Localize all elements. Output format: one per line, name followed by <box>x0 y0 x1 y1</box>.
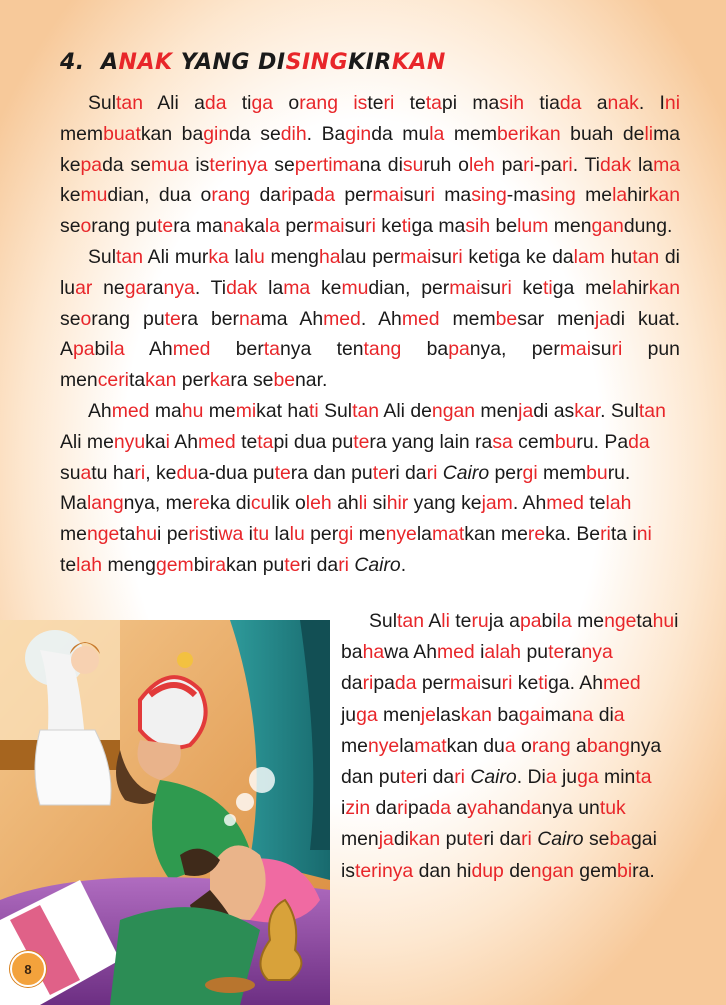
highlighted-syllable: ga <box>356 703 378 726</box>
highlighted-syllable: med <box>197 430 236 453</box>
highlighted-syllable: med <box>546 492 584 515</box>
highlighted-syllable: gem <box>155 553 194 576</box>
story-illustration <box>0 620 330 1005</box>
highlighted-syllable: ri <box>338 553 349 576</box>
highlighted-syllable: sing <box>471 184 507 207</box>
highlighted-syllable: yah <box>467 797 499 820</box>
title-segment: NAK <box>118 50 173 75</box>
highlighted-syllable: lah <box>76 553 103 576</box>
highlighted-syllable: da <box>628 430 650 453</box>
highlighted-syllable: med <box>172 338 211 361</box>
title-segment: YANG DI <box>172 50 286 75</box>
highlighted-syllable: ri <box>424 184 435 207</box>
highlighted-syllable: li <box>358 492 368 515</box>
highlighted-syllable: ma <box>283 276 311 299</box>
highlighted-syllable: dup <box>471 859 504 882</box>
highlighted-syllable: med <box>111 399 150 422</box>
highlighted-syllable: kan <box>460 703 492 726</box>
highlighted-syllable: jam <box>481 492 513 515</box>
highlighted-syllable: kan <box>529 122 561 145</box>
highlighted-syllable: ar <box>75 276 93 299</box>
highlighted-syllable: sa <box>492 430 513 453</box>
story-title <box>60 50 700 75</box>
highlighted-syllable: ri <box>365 215 376 238</box>
highlighted-syllable: med <box>436 641 475 664</box>
highlighted-syllable: ja <box>594 307 610 330</box>
highlighted-syllable: gin <box>203 122 230 145</box>
highlighted-syllable: nya <box>236 153 268 176</box>
highlighted-syllable: ri <box>397 797 408 820</box>
highlighted-syllable: te <box>157 215 174 238</box>
highlighted-syllable: da <box>313 184 336 207</box>
highlighted-syllable: sih <box>465 215 491 238</box>
story-paragraph: Sultan Ali teruja apabila mengetahui bahawa Ahmed ialah puteranya daripada permaisuri ketiga. Ahmed juga menjelaskan bagaimana dia menyelamatkan dua orang abangnya dan puteri dari Cairo. Dia juga minta izin daripada ayahandanya untuk menjadikan puteri dari Cairo sebagai isterinya dan hidup dengan gembira. <box>341 610 679 882</box>
highlighted-syllable: nge <box>604 610 637 632</box>
highlighted-syllable: gai <box>518 703 545 726</box>
story-title-text <box>101 50 446 75</box>
story-paragraph: Ahmed mahu memikat hati Sultan Ali dengan menjadi askar. Sultan Ali menyukai Ahmed tetapi dua putera yang lain rasa cemburu. Pada suatu hari, kedua-dua putera dan puteri dari Cairo pergi memburu. Malangnya, mereka diculik oleh ahli sihir yang kejam. Ahmed telah mengetahui peristiwa itu lalu pergi menyelamatkan mereka. Berita ini telah menggembirakan puteri dari Cairo. <box>60 399 666 576</box>
highlighted-syllable: re <box>527 523 546 546</box>
highlighted-syllable: ma <box>332 153 360 176</box>
highlighted-syllable: leh <box>305 492 332 515</box>
highlighted-syllable: tan <box>116 245 143 268</box>
highlighted-syllable: dak <box>226 276 258 299</box>
highlighted-syllable: mu <box>80 184 108 207</box>
highlighted-syllable: kan <box>145 369 177 392</box>
highlighted-syllable: perti <box>294 153 333 176</box>
italic-word: Cairo <box>470 766 517 789</box>
highlighted-syllable: re <box>192 492 210 515</box>
highlighted-syllable: la <box>612 184 628 207</box>
highlighted-syllable: na <box>222 215 245 238</box>
highlighted-syllable: o <box>80 215 92 238</box>
highlighted-syllable: rang <box>211 184 251 207</box>
highlighted-syllable: bu <box>554 430 577 453</box>
highlighted-syllable: nye <box>367 734 400 757</box>
highlighted-syllable: kar <box>574 399 601 422</box>
highlighted-syllable: med <box>603 672 641 695</box>
highlighted-syllable: ta <box>425 92 442 114</box>
highlighted-syllable: ngan <box>530 859 574 882</box>
highlighted-syllable: da <box>520 797 542 820</box>
highlighted-syllable: ngan <box>431 399 476 422</box>
highlighted-syllable: a <box>545 766 557 789</box>
highlighted-syllable: i <box>165 430 170 453</box>
highlighted-syllable: pa <box>80 153 103 176</box>
highlighted-syllable: mai <box>313 215 345 238</box>
highlighted-syllable: kan <box>408 828 441 851</box>
highlighted-syllable: nyu <box>113 430 146 453</box>
highlighted-syllable: gan <box>591 215 624 238</box>
title-segment: SING <box>285 50 349 75</box>
highlighted-syllable: ba <box>609 828 632 851</box>
highlighted-syllable: mat <box>414 734 447 757</box>
highlighted-syllable: mat <box>431 523 465 546</box>
highlighted-syllable: nya <box>163 276 195 299</box>
highlighted-syllable: gin <box>345 122 372 145</box>
highlighted-syllable: ri <box>501 672 513 695</box>
highlighted-syllable: te <box>353 430 370 453</box>
italic-word: Cairo <box>354 553 401 576</box>
highlighted-syllable: pa <box>519 610 542 632</box>
highlighted-syllable: a <box>80 461 92 484</box>
highlighted-syllable: o <box>80 307 92 330</box>
highlighted-syllable: beri <box>497 122 530 145</box>
highlighted-syllable: wa <box>218 523 244 546</box>
highlighted-syllable: teri <box>209 153 237 176</box>
highlighted-syllable: nya <box>381 859 414 882</box>
story-paragraph: Sultan Ali ada tiga orang isteri tetapi masih tiada anak. Ini membuatkan baginda sedih. Baginda mula memberikan buah delima kepada semua isterinya sepertimana disuruh oleh pari-pari. Tidak lama kemudian, dua orang daripada permaisuri masing-masing melahirkan seorang putera manakala permaisuri ketiga masih belum mengandung. <box>60 92 680 238</box>
highlighted-syllable: ni <box>636 523 652 546</box>
highlighted-syllable: ti <box>538 672 548 695</box>
highlighted-syllable: te <box>274 461 291 484</box>
highlighted-syllable: te <box>467 828 484 851</box>
highlighted-syllable: ti <box>488 245 499 268</box>
highlighted-syllable: teri <box>355 859 382 882</box>
highlighted-syllable: lum <box>517 215 549 238</box>
highlighted-syllable: ceri <box>97 369 129 392</box>
highlighted-syllable: ta <box>263 338 280 361</box>
highlighted-syllable: mi <box>235 399 257 422</box>
highlighted-syllable: tan <box>352 399 380 422</box>
highlighted-syllable: ri <box>561 153 573 176</box>
highlighted-syllable: la <box>264 215 280 238</box>
highlighted-syllable: mai <box>559 338 592 361</box>
highlighted-syllable: mai <box>372 184 404 207</box>
highlighted-syllable: ha <box>362 641 385 664</box>
highlighted-syllable: tang <box>363 338 402 361</box>
highlighted-syllable: te <box>164 307 181 330</box>
highlighted-syllable: ri <box>454 766 465 789</box>
highlighted-syllable: nge <box>86 523 120 546</box>
highlighted-syllable: lu <box>249 245 265 268</box>
highlighted-syllable: lu <box>289 523 305 546</box>
highlighted-syllable: ga <box>251 92 274 114</box>
highlighted-syllable: zin <box>345 797 371 820</box>
highlighted-syllable: ga <box>124 276 147 299</box>
highlighted-syllable: lah <box>605 492 632 515</box>
highlighted-syllable: da <box>429 797 451 820</box>
highlighted-syllable: da <box>204 92 227 114</box>
highlighted-syllable: lam <box>573 245 605 268</box>
highlighted-syllable: la <box>429 122 445 145</box>
highlighted-syllable: mu <box>341 276 369 299</box>
title-segment: KIR <box>348 50 392 75</box>
highlighted-syllable: ja <box>378 828 394 851</box>
highlighted-syllable: ri <box>383 92 395 114</box>
highlighted-syllable: ta <box>635 766 652 789</box>
italic-word: Cairo <box>537 828 584 851</box>
highlighted-syllable: da <box>559 92 582 114</box>
highlighted-syllable: li <box>644 122 654 145</box>
highlighted-syllable: la <box>109 338 125 361</box>
highlighted-syllable: ris <box>188 523 209 546</box>
highlighted-syllable: be <box>273 369 296 392</box>
highlighted-syllable: te <box>372 461 389 484</box>
story-body <box>60 88 680 581</box>
highlighted-syllable: ra <box>208 553 227 576</box>
highlighted-syllable: ni <box>664 92 680 114</box>
highlighted-syllable: mai <box>400 245 432 268</box>
title-segment: KAN <box>391 50 446 75</box>
highlighted-syllable: bang <box>586 734 630 757</box>
highlighted-syllable: is <box>353 92 368 114</box>
highlighted-syllable: hu <box>652 610 675 632</box>
highlighted-syllable: je <box>420 703 436 726</box>
highlighted-syllable: tu <box>252 523 270 546</box>
highlighted-syllable: te <box>548 641 565 664</box>
highlighted-syllable: te <box>284 553 301 576</box>
highlighted-syllable: bu <box>586 461 608 484</box>
highlighted-syllable: ri <box>523 153 534 176</box>
highlighted-syllable: hu <box>135 523 158 546</box>
highlighted-syllable: na <box>239 307 261 330</box>
highlighted-syllable: buat <box>103 122 141 145</box>
highlighted-syllable: ti <box>543 276 553 299</box>
highlighted-syllable: sih <box>499 92 525 114</box>
highlighted-syllable: ri <box>501 276 512 299</box>
highlighted-syllable: tan <box>632 245 660 268</box>
highlighted-syllable: a <box>484 641 496 664</box>
highlighted-syllable: mua <box>150 153 189 176</box>
highlighted-syllable: na <box>571 703 594 726</box>
highlighted-syllable: ri <box>134 461 146 484</box>
highlighted-syllable: rang <box>299 92 338 114</box>
highlighted-syllable: te <box>400 766 417 789</box>
story-paragraph: Sultan Ali murka lalu menghalau permaisuri ketiga ke dalam hutan di luar negaranya. Tidak lama kemudian, permaisuri ketiga melahirkan seorang putera bernama Ahmed. Ahmed membesar menjadi kuat. Apabila Ahmed bertanya tentang bapanya, permaisuri pun menceritakan perkara sebenar. <box>60 245 680 392</box>
highlighted-syllable: dih <box>280 122 307 145</box>
highlighted-syllable: med <box>323 307 361 330</box>
highlighted-syllable: gi <box>338 523 354 546</box>
highlighted-syllable: ka <box>208 245 229 268</box>
highlighted-syllable: la <box>612 276 628 299</box>
highlighted-syllable: ri <box>611 338 623 361</box>
italic-word: Cairo <box>442 461 490 484</box>
highlighted-syllable: ja <box>518 399 534 422</box>
highlighted-syllable: ri <box>426 461 438 484</box>
highlighted-syllable: tan <box>397 610 424 632</box>
highlighted-syllable: nye <box>385 523 417 546</box>
highlighted-syllable: sing <box>540 184 576 207</box>
highlighted-syllable: kan <box>648 184 680 207</box>
highlighted-syllable: ta <box>257 430 274 453</box>
highlighted-syllable: ga <box>577 766 599 789</box>
highlighted-syllable: a <box>613 703 625 726</box>
highlighted-syllable: gi <box>522 461 538 484</box>
highlighted-syllable: tan <box>638 399 666 422</box>
highlighted-syllable: a <box>504 734 516 757</box>
highlighted-syllable: kan <box>648 276 680 299</box>
story-body-column <box>341 606 681 887</box>
highlighted-syllable: su <box>402 153 424 176</box>
highlighted-syllable: pa <box>72 338 95 361</box>
highlighted-syllable: bi <box>617 859 633 882</box>
highlighted-syllable: rang <box>531 734 571 757</box>
highlighted-syllable: mai <box>449 276 481 299</box>
highlighted-syllable: be <box>495 307 518 330</box>
highlighted-syllable: ri <box>521 828 532 851</box>
highlighted-syllable: ri <box>281 184 292 207</box>
highlighted-syllable: ha <box>318 245 341 268</box>
story-number: 4. <box>60 50 85 75</box>
highlighted-syllable: mai <box>449 672 482 695</box>
highlighted-syllable: lang <box>86 492 124 515</box>
title-segment: A <box>101 50 119 75</box>
highlighted-syllable: li <box>441 610 450 632</box>
highlighted-syllable: ri <box>362 672 374 695</box>
page-number: 8 <box>10 951 46 987</box>
highlighted-syllable: tan <box>116 92 143 114</box>
highlighted-syllable: leh <box>468 153 495 176</box>
highlighted-syllable: ru <box>471 610 489 632</box>
highlighted-syllable: ri <box>600 523 611 546</box>
highlighted-syllable: pa <box>448 338 470 361</box>
highlighted-syllable: ti <box>308 399 319 422</box>
highlighted-syllable: du <box>176 461 199 484</box>
highlighted-syllable: cu <box>250 492 272 515</box>
highlighted-syllable: tuk <box>599 797 626 820</box>
highlighted-syllable: da <box>394 672 417 695</box>
highlighted-syllable: nya <box>581 641 613 664</box>
highlighted-syllable: hu <box>181 399 204 422</box>
highlighted-syllable: lah <box>495 641 522 664</box>
highlighted-syllable: ka <box>209 369 231 392</box>
highlighted-syllable: med <box>401 307 440 330</box>
highlighted-syllable: nak <box>607 92 639 114</box>
highlighted-syllable: la <box>556 610 572 632</box>
highlighted-syllable: dak <box>599 153 632 176</box>
highlighted-syllable: ti <box>401 215 412 238</box>
highlighted-syllable: hir <box>386 492 409 515</box>
highlighted-syllable: ma <box>653 153 680 176</box>
highlighted-syllable: ri <box>451 245 463 268</box>
